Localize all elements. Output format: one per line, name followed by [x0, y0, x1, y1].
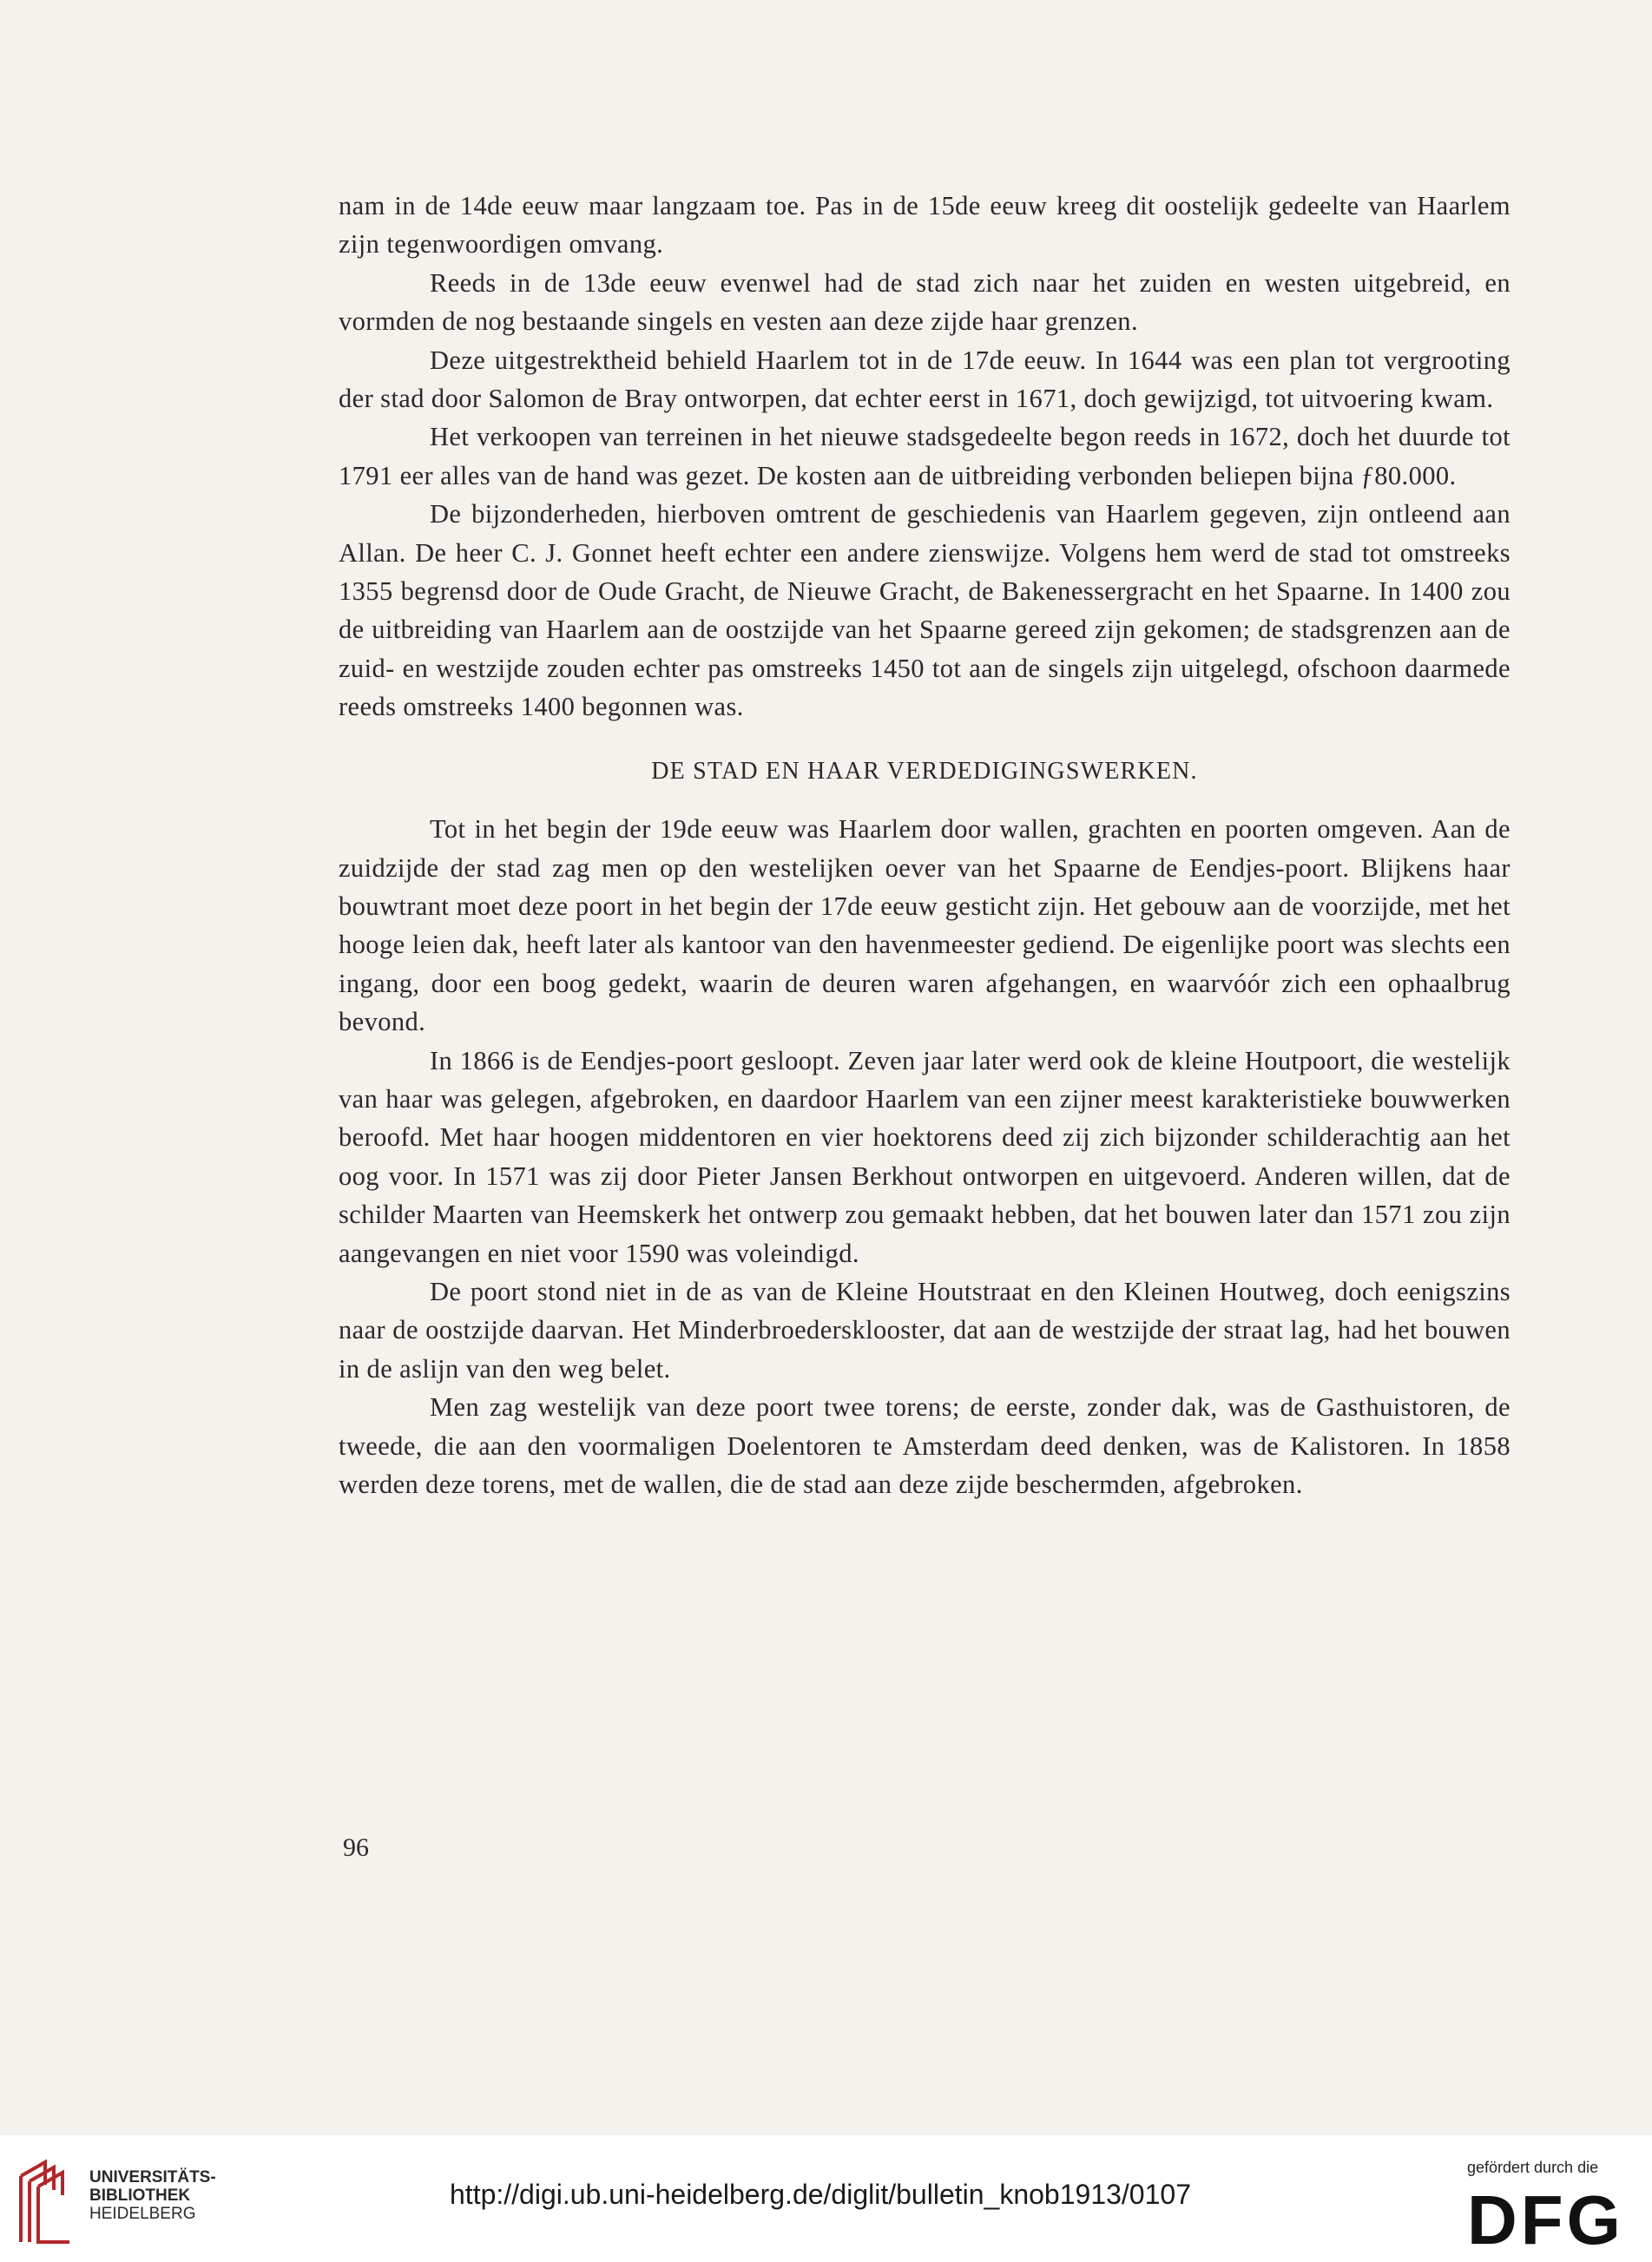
paragraph: Deze uitgestrektheid behield Haarlem tot in de 17de eeuw. In 1644 was een plan tot vergrooting der stad door Salomon de Bray ontworpen, dat echter eerst in 1671, doch gewijzigd, tot uitvoering kwam. — [339, 345, 1510, 414]
paragraph: Tot in het begin der 19de eeuw was Haarlem door wallen, grachten en poorten omgeven. Aan de zuidzijde der stad zag men op den westelijken oever van het Spaarne de Eendjes-poort. Blijkens haar bouwtrant moet deze poort in het begin der 17de eeuw gesticht zijn. Het gebouw aan de voorzijde, met het hooge leien dak, heeft later als kantoor van den havenmeester gediend. De eigenlijke poort was slechts een ingang, door een boog gedekt, waarin de deuren waren afgehangen, en waarvóór zich een ophaalbrug bevond. — [339, 814, 1510, 1037]
paragraph: nam in de 14de eeuw maar langzaam toe. Pas in de 15de eeuw kreeg dit oostelijk gedeelte van Haarlem zijn tegenwoordigen omvang. — [339, 191, 1510, 260]
page-number: 96 — [343, 1833, 369, 1862]
paragraph: Men zag westelijk van deze poort twee torens; de eerste, zonder dak, was de Gasthuistoren, de tweede, die aan den voormaligen Doelentoren te Amsterdam deed denken, was de Kalistoren. In 1858 werden deze torens, met de wallen, die de stad aan deze zijde beschermden, afgebroken. — [339, 1392, 1510, 1499]
paragraph: De bijzonderheden, hierboven omtrent de geschiedenis van Haarlem gegeven, zijn ontleend aan Allan. De heer C. J. Gonnet heeft echter een andere zienswijze. Volgens hem werd de stad tot omstreeks 1355 begrensd door de Oude Gracht, de Nieuwe Gracht, de Bakenessergracht en het Spaarne. In 1400 zou de uitbreiding van Haarlem aan de oostzijde van het Spaarne gereed zijn gekomen; de stadsgrenzen aan de zuid- en westzijde zouden echter pas omstreeks 1450 tot aan de singels zijn uitgelegd, ofschoon daarmede reeds omstreeks 1400 begonnen was. — [339, 499, 1510, 722]
dfg-logo: DFG — [1467, 2181, 1624, 2259]
paragraph: De poort stond niet in de as van de Kleine Houtstraat en den Kleinen Houtweg, doch eenigszins naar de oostzijde daarvan. Het Minderbroedersklooster, dat aan de westzijde der straat lag, had het bouwen in de aslijn van den weg belet. — [339, 1276, 1510, 1384]
library-logo-icon — [16, 2159, 76, 2246]
library-name-line: HEIDELBERG — [89, 2205, 196, 2223]
permalink-url[interactable]: http://digi.ub.uni-heidelberg.de/diglit/bulletin_knob1913/0107 — [450, 2179, 1191, 2210]
paragraph: In 1866 is de Eendjes-poort gesloopt. Zeven jaar later werd ook de kleine Houtpoort, die westelijk van haar was gelegen, afgebroken, en daardoor Haarlem van een zijner meest karakteristieke bouwwerken beroofd. Met haar hoogen middentoren en vier hoektorens deed zij zich bijzonder schilderachtig aan het oog voor. In 1571 was zij door Pieter Jansen Berkhout ontworpen en uitgevoerd. Anderen willen, dat de schilder Maarten van Heemskerk het ontwerp zou gemaakt hebben, dat het bouwen later dan 1571 zou zijn aangevangen en niet voor 1590 was voleindigd. — [339, 1045, 1510, 1268]
library-name-line: UNIVERSITÄTS- — [89, 2168, 216, 2186]
section-heading: DE STAD EN HAAR VERDEDIGINGSWERKEN. — [651, 757, 1198, 785]
paragraph: Reeds in de 13de eeuw evenwel had de stad zich naar het zuiden en westen uitgebreid, en vormden de nog bestaande singels en vesten aan deze zijde haar grenzen. — [339, 267, 1510, 337]
library-name — [89, 2168, 216, 2223]
funded-by-label: gefördert durch die — [1467, 2159, 1599, 2176]
body-text — [339, 187, 1510, 1503]
paragraph: Het verkoopen van terreinen in het nieuwe stadsgedeelte begon reeds in 1672, doch het duurde tot 1791 eer alles van de hand was gezet. De kosten aan de uitbreiding verbonden beliepen bijna ƒ80.000. — [339, 422, 1510, 490]
library-name-line: BIBLIOTHEK — [89, 2186, 191, 2205]
